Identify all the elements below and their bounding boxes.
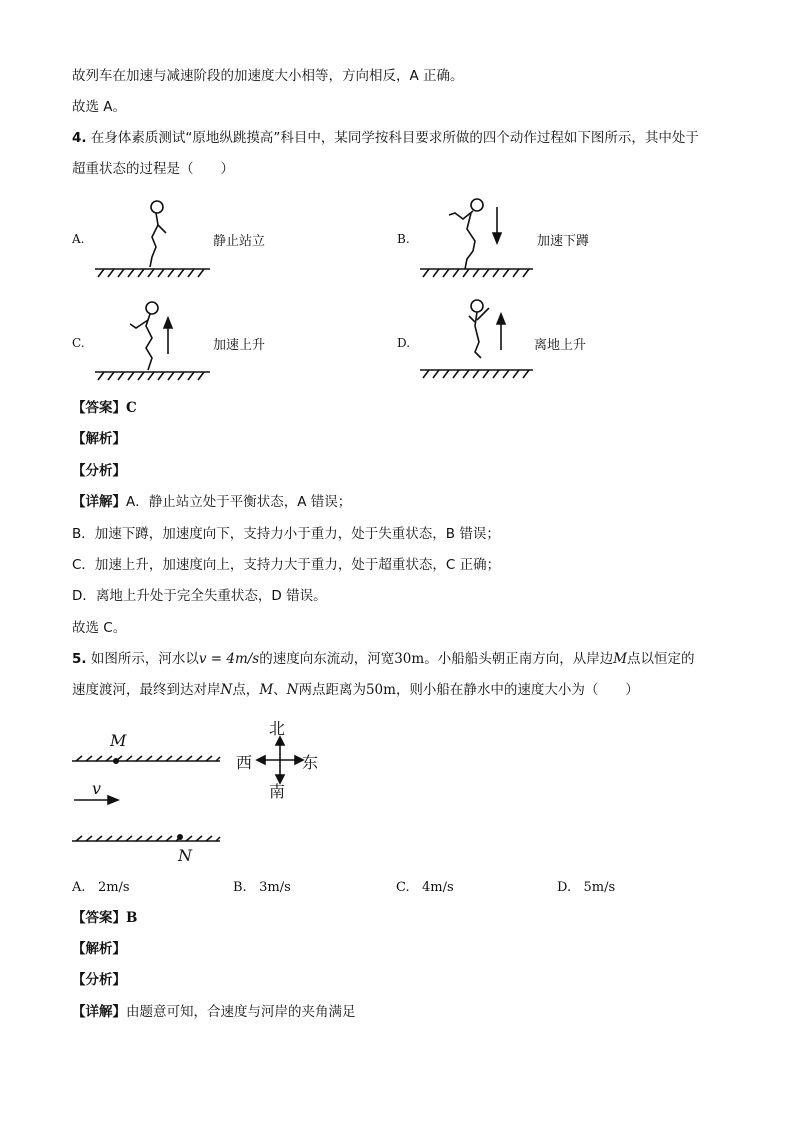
q5-distance: 50m (365, 682, 396, 698)
q5-text-3: 。小船船头朝正南方向，从岸边 (424, 651, 614, 667)
q5-text-6: 点， (232, 682, 260, 698)
q5-compass-south: 南 (269, 782, 286, 801)
q4-number: 4. (72, 130, 87, 146)
q5-option-a-value: 2m/s (97, 880, 130, 895)
q4-conclusion: 故选 C。 (72, 620, 127, 636)
q4-analysis-tag: 【解析】 (72, 431, 126, 447)
q5-text-8: 两点距离为 (298, 682, 366, 698)
q5-velocity-expr: v = 4m/s (198, 651, 260, 667)
q5-compass-west: 西 (236, 753, 253, 772)
q5-text-4: 点以恒定的 (627, 651, 695, 667)
q4-answer-tag: 【答案】 (72, 400, 126, 416)
q4-option-d-letter: D. (397, 336, 411, 350)
q4-fenxi-tag: 【分析】 (72, 463, 126, 479)
q5-option-b (233, 880, 291, 895)
q4-option-a-letter: A. (72, 232, 85, 246)
q5-option-d (557, 880, 615, 895)
q5-fig-label-n: N (178, 846, 192, 865)
q5-answer-tag: 【答案】 (72, 910, 126, 926)
q5-text-9: ，则小船在静水中的速度大小为（ ） (395, 682, 639, 698)
q5-detail-line (72, 1002, 356, 1022)
q5-option-a-letter: A. (72, 880, 86, 895)
q4-figure-b (415, 195, 545, 285)
q4-option-c-caption: 加速上升 (213, 338, 266, 353)
q5-point-n: N (220, 682, 233, 698)
q4-option-a-caption: 静止站立 (213, 234, 266, 249)
q4-option-c-letter: C. (72, 336, 85, 350)
q4-stem-text-1: 在身体素质测试“原地纵跳摸高”科目中，某同学按科目要求所做的四个动作过程如下图所示，其中处于 (90, 130, 699, 146)
q4-figure-d (415, 296, 545, 386)
q4-option-d-caption: 离地上升 (534, 338, 587, 353)
intro-line-2: 故选 A。 (72, 99, 127, 115)
q5-option-a (72, 880, 130, 895)
q4-stem-line-1 (72, 128, 699, 148)
q5-option-c (396, 880, 454, 895)
q5-option-b-value: 3m/s (259, 880, 291, 895)
q5-compass-north: 北 (269, 719, 286, 738)
q5-fig-label-v: v (92, 779, 102, 798)
q4-answer-line (72, 398, 137, 418)
q5-fig-label-m: M (110, 731, 127, 750)
q5-option-d-letter: D. (557, 880, 572, 895)
q4-detail-tag: 【详解】 (72, 494, 126, 510)
q4-detail-line-3: C．加速上升，加速度向上，支持力大于重力，处于超重状态，C 正确； (72, 557, 501, 573)
q5-stem-line-1 (72, 649, 695, 669)
q5-option-c-value: 4m/s (422, 880, 454, 895)
q5-option-d-value: 5m/s (583, 880, 616, 895)
q5-river-width: 30m (394, 651, 425, 667)
q4-option-b-caption: 加速下蹲 (537, 234, 590, 249)
q4-detail-line-2: B．加速下蹲，加速度向下，支持力小于重力，处于失重状态，B 错误； (72, 526, 500, 542)
q4-detail-line-4: D．离地上升处于完全失重状态，D 错误。 (72, 588, 327, 604)
q4-answer-value: C (126, 400, 137, 416)
q5-text-1: 如图所示，河水以 (90, 651, 199, 667)
q4-figure-a (90, 195, 220, 285)
q4-stem-line-2: 超重状态的过程是（ ） (72, 161, 234, 177)
q5-analysis-tag: 【解析】 (72, 941, 126, 957)
q5-detail-text: 由题意可知，合速度与河岸的夹角满足 (126, 1004, 356, 1020)
q5-point-n-2: N (286, 682, 299, 698)
q5-compass-icon (255, 735, 305, 785)
q5-point-m: M (613, 651, 628, 667)
q5-stem-line-2 (72, 680, 639, 700)
q5-option-c-letter: C. (396, 880, 410, 895)
intro-line-1: 故列车在加速与减速阶段的加速度大小相等，方向相反，A 正确。 (72, 68, 464, 84)
q5-fenxi-tag: 【分析】 (72, 972, 126, 988)
q5-text-7: 、 (273, 682, 287, 698)
q5-option-b-letter: B. (233, 880, 247, 895)
q4-detail-line-1 (72, 492, 351, 512)
q5-answer-line (72, 908, 137, 928)
q4-figure-c (90, 298, 220, 388)
q4-option-b-letter: B. (397, 232, 410, 246)
q5-number: 5. (72, 651, 87, 667)
q5-point-m-2: M (259, 682, 274, 698)
q5-detail-tag: 【详解】 (72, 1004, 126, 1020)
q5-text-2: 的速度向东流动，河宽 (259, 651, 395, 667)
q5-answer-value: B (126, 910, 138, 926)
q4-detail-text-1: A．静止站立处于平衡状态，A 错误； (126, 494, 352, 510)
q5-compass-east: 东 (302, 753, 319, 772)
q5-text-5: 速度渡河，最终到达对岸 (72, 682, 221, 698)
